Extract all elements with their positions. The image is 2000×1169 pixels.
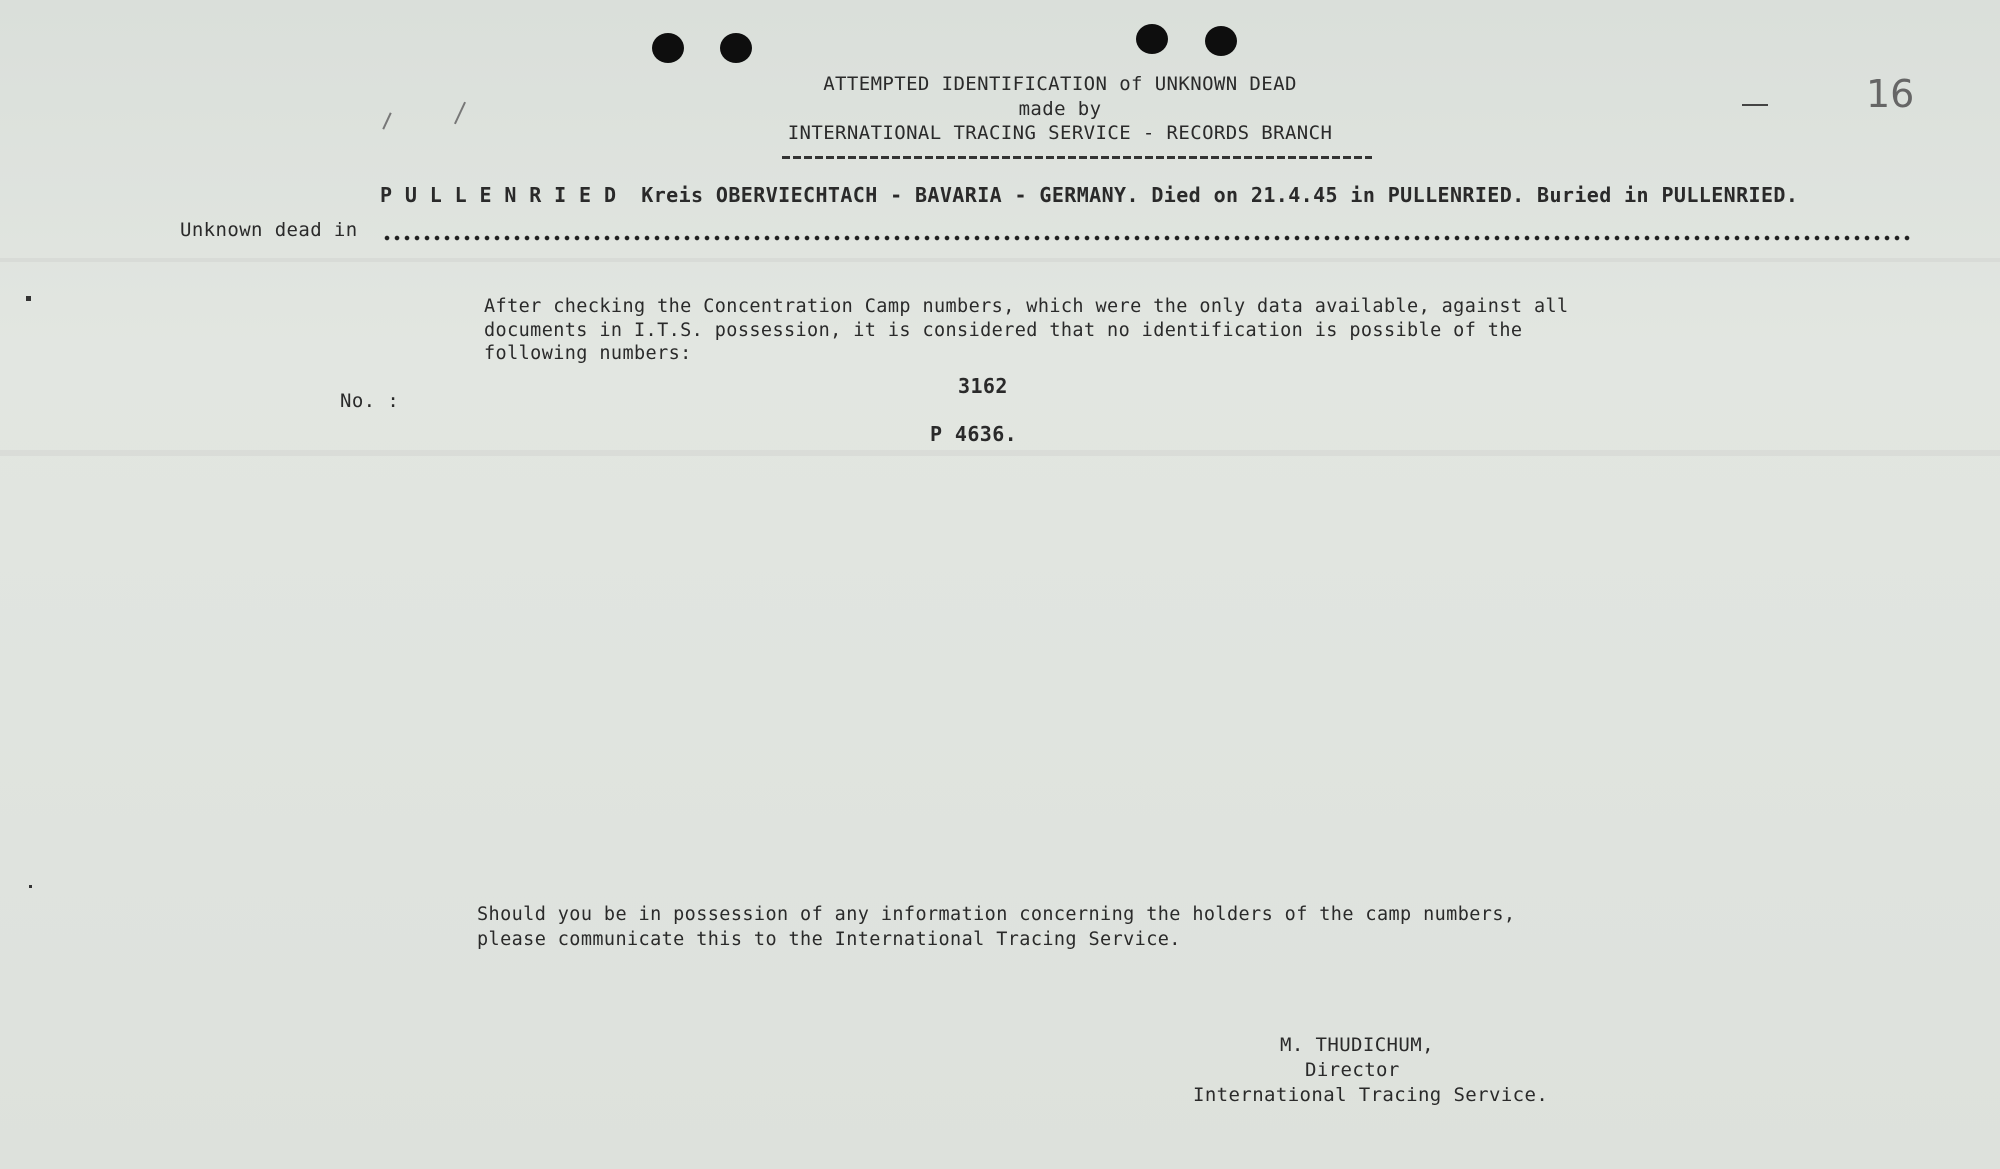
- margin-mark: [29, 885, 32, 888]
- signatory-name: M. THUDICHUM,: [1280, 1034, 1434, 1056]
- punch-hole: [1136, 24, 1168, 54]
- punch-hole: [1205, 26, 1237, 56]
- body-line: documents in I.T.S. possession, it is considered that no identification is possible of the: [484, 320, 1523, 341]
- page-number: 16: [1866, 72, 1915, 116]
- pencil-mark: [1742, 104, 1768, 106]
- numbers-label: No. :: [340, 390, 400, 412]
- camp-number: P 4636.: [930, 422, 1018, 446]
- signatory-title: Director: [1305, 1059, 1400, 1081]
- paper-crease: [0, 258, 2000, 262]
- body-line: After checking the Concentration Camp numbers, which were the only data available, against all: [484, 296, 1569, 317]
- pencil-mark: [454, 102, 466, 125]
- place-details: Kreis OBERVIECHTACH - BAVARIA - GERMANY. Died on 21.4.45 in PULLENRIED. Buried in PULLENRIED.: [641, 183, 1799, 207]
- header-underline: [782, 156, 1372, 159]
- body-line: following numbers:: [484, 343, 692, 364]
- dotted-fill-line: [384, 235, 1910, 241]
- punch-hole: [720, 33, 752, 63]
- closing-line: Should you be in possession of any information concerning the holders of the camp numbers,: [477, 904, 1516, 925]
- place-name: P U L L E N R I E D: [380, 183, 617, 207]
- document-title: ATTEMPTED IDENTIFICATION of UNKNOWN DEAD: [823, 73, 1297, 95]
- punch-hole: [652, 33, 684, 63]
- closing-line: please communicate this to the International Tracing Service.: [477, 929, 1181, 950]
- location-line: [380, 183, 1798, 207]
- pencil-mark: [382, 112, 391, 129]
- issuing-organization: INTERNATIONAL TRACING SERVICE - RECORDS BRANCH: [787, 122, 1333, 144]
- signatory-organization: International Tracing Service.: [1193, 1084, 1549, 1106]
- document-subtitle: made by: [1018, 98, 1102, 120]
- camp-number: 3162: [958, 374, 1008, 398]
- paper-crease: [0, 450, 2000, 456]
- margin-mark: [26, 296, 31, 301]
- unknown-dead-label: Unknown dead in: [180, 219, 358, 241]
